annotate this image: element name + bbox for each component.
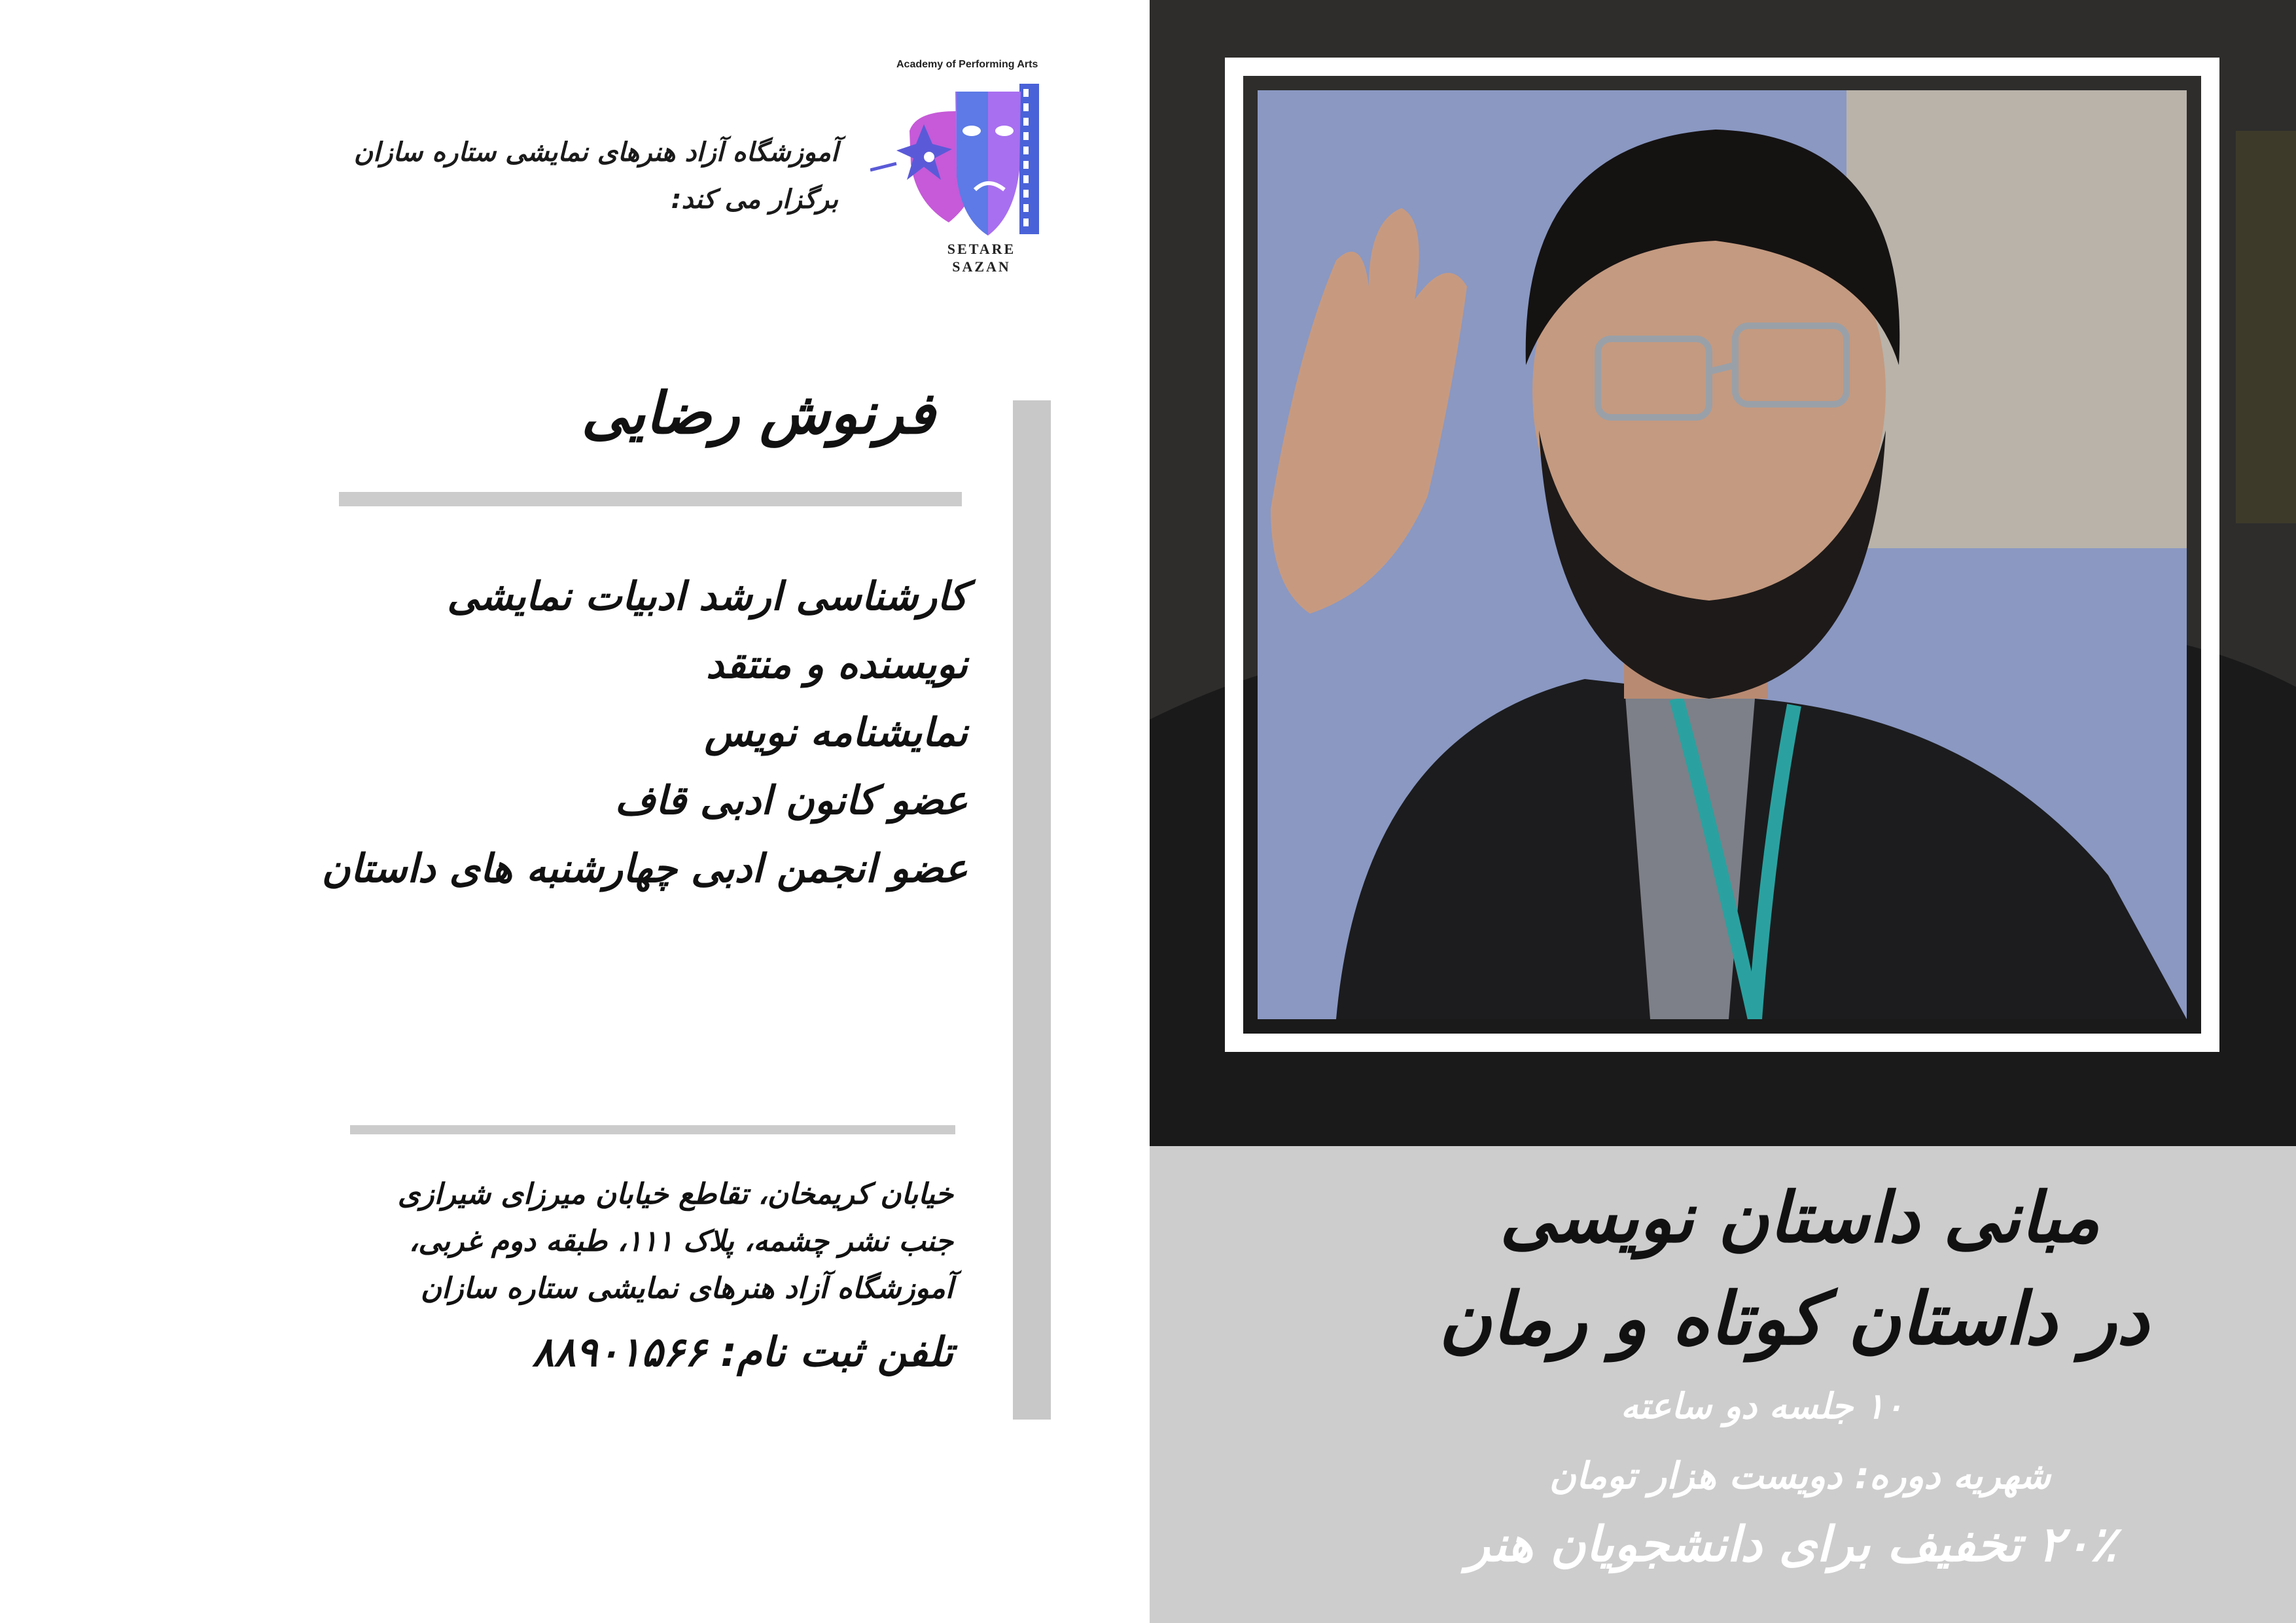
logo-brand-line1: SETARE: [947, 241, 1016, 257]
portrait-illustration: [1258, 90, 2187, 1019]
academy-logo: [870, 59, 1053, 281]
bio-item: کارشناسی ارشد ادبیات نمایشی: [447, 574, 968, 620]
address-block: [398, 1171, 953, 1312]
logo-brand-line2: SAZAN: [952, 258, 1011, 275]
bio-item: نمایشنامه نویس: [704, 710, 968, 756]
bio-item: عضو کانون ادبی قاف: [614, 778, 968, 824]
photo-frame: [1225, 58, 2219, 1052]
vertical-bar: [1013, 400, 1051, 1420]
address-line: جنب نشر چشمه، پلاک ۱۱۱، طبقه دوم غربی،: [409, 1225, 953, 1258]
instructor-name: فرنوش رضایی: [581, 379, 935, 447]
bio-item: نویسنده و منتقد: [706, 642, 968, 688]
bio-item: عضو انجمن ادبی چهارشنبه های داستان: [321, 846, 968, 892]
course-title-line2: در داستان کوتاه و رمان: [1439, 1277, 2149, 1361]
instructor-photo: [1258, 90, 2187, 1019]
logo-top-text: Academy of Performing Arts: [896, 59, 1038, 70]
address-line: آموزشگاه آزاد هنرهای نمایشی ستاره سازان: [420, 1272, 953, 1305]
divider-bottom: [350, 1125, 955, 1134]
course-title-line1: مبانی داستان نویسی: [1500, 1178, 2100, 1258]
student-discount: ۲۰٪ تخفیف برای دانشجویان هنر: [1466, 1516, 2116, 1573]
course-sessions: ۱۰ جلسه دو ساعته: [1620, 1386, 1903, 1427]
instructor-bio: [322, 563, 968, 903]
address-line: خیابان کریمخان، تقاطع خیابان میرزای شیرازی: [397, 1178, 953, 1211]
theater-mask-icon: [870, 72, 1053, 242]
divider-top: [339, 492, 962, 506]
organizer-line2: برگزار می کند:: [671, 184, 838, 215]
organizer-line1: آموزشگاه آزاد هنرهای نمایشی ستاره سازان: [353, 137, 838, 167]
course-fee: شهریه دوره: دویست هزار تومان: [1549, 1455, 2051, 1497]
registration-phone: تلفن ثبت نام: ۸۸۹۰۱۵۶۶: [532, 1328, 953, 1376]
